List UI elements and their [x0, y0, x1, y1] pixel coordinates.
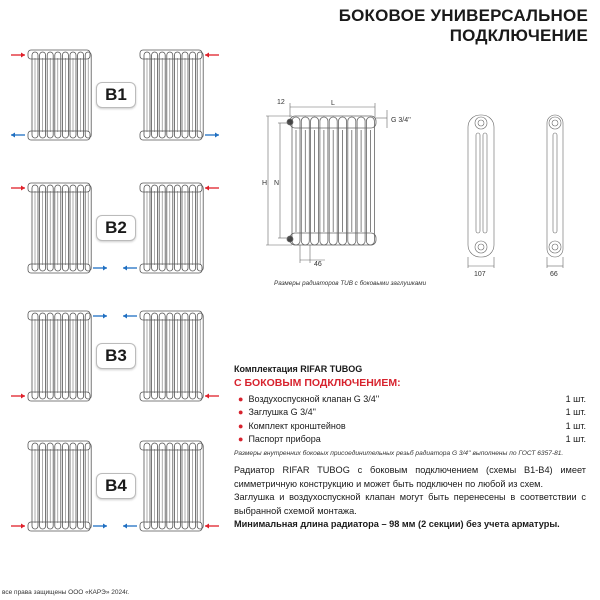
scheme-label: B4 [96, 473, 136, 499]
dim-107: 107 [474, 271, 486, 278]
kit-item: ● Заглушка G 3/4'' 1 шт. [238, 407, 586, 418]
thread-label: G 3/4'' [391, 117, 411, 124]
dim-46: 46 [314, 261, 322, 268]
radiator-front-view [287, 116, 376, 245]
kit-section [234, 364, 586, 457]
dim-66: 66 [550, 271, 558, 278]
kit-item: ● Воздухоспускной клапан G 3/4'' 1 шт. [238, 393, 586, 404]
kit-note: Размеры внутренних боковых присоединительных резьб радиатора G 3/4'' выполнены по ГОСТ 6357-81. [234, 450, 564, 457]
diagram-caption: Размеры радиаторов TUB с боковыми заглушками [274, 280, 427, 287]
dim-L: L [331, 100, 335, 107]
page-title: БОКОВОЕ УНИВЕРСАЛЬНОЕ ПОДКЛЮЧЕНИЕ [338, 6, 588, 45]
dim-N: N [274, 180, 280, 187]
scheme-label: B1 [96, 82, 136, 108]
bullet-icon: ● [238, 434, 244, 445]
scheme-label: B3 [96, 343, 136, 369]
kit-item: ● Паспорт прибора 1 шт. [238, 434, 586, 445]
scheme-label: B2 [96, 215, 136, 241]
dim-H: H [262, 180, 268, 187]
bullet-icon: ● [238, 420, 244, 431]
kit-item: ● Комплект кронштейнов 1 шт. [238, 420, 586, 431]
kit-title: Комплектация RIFAR TUBOG [234, 364, 363, 374]
bullet-icon: ● [238, 393, 244, 404]
bullet-icon: ● [238, 407, 244, 418]
kit-subtitle: С БОКОВЫМ ПОДКЛЮЧЕНИЕМ: [234, 377, 401, 389]
dimension-diagram [250, 90, 600, 290]
description: Радиатор RIFAR TUBOG с боковым подключением (схемы B1-B4) имеет симметричную конструкцию и может быть подключен по любой из схем. Заглушка и воздухоспускной клапан могут быть перенесены в соответствии с выбранной схемой монтажа. Минимальная длина радиатора – 98 мм (2 секции) без учета арматуры. [234, 465, 586, 530]
dim-12: 12 [277, 99, 285, 106]
copyright: все права защищены ООО «КАРЭ» 2024г. [2, 589, 130, 596]
